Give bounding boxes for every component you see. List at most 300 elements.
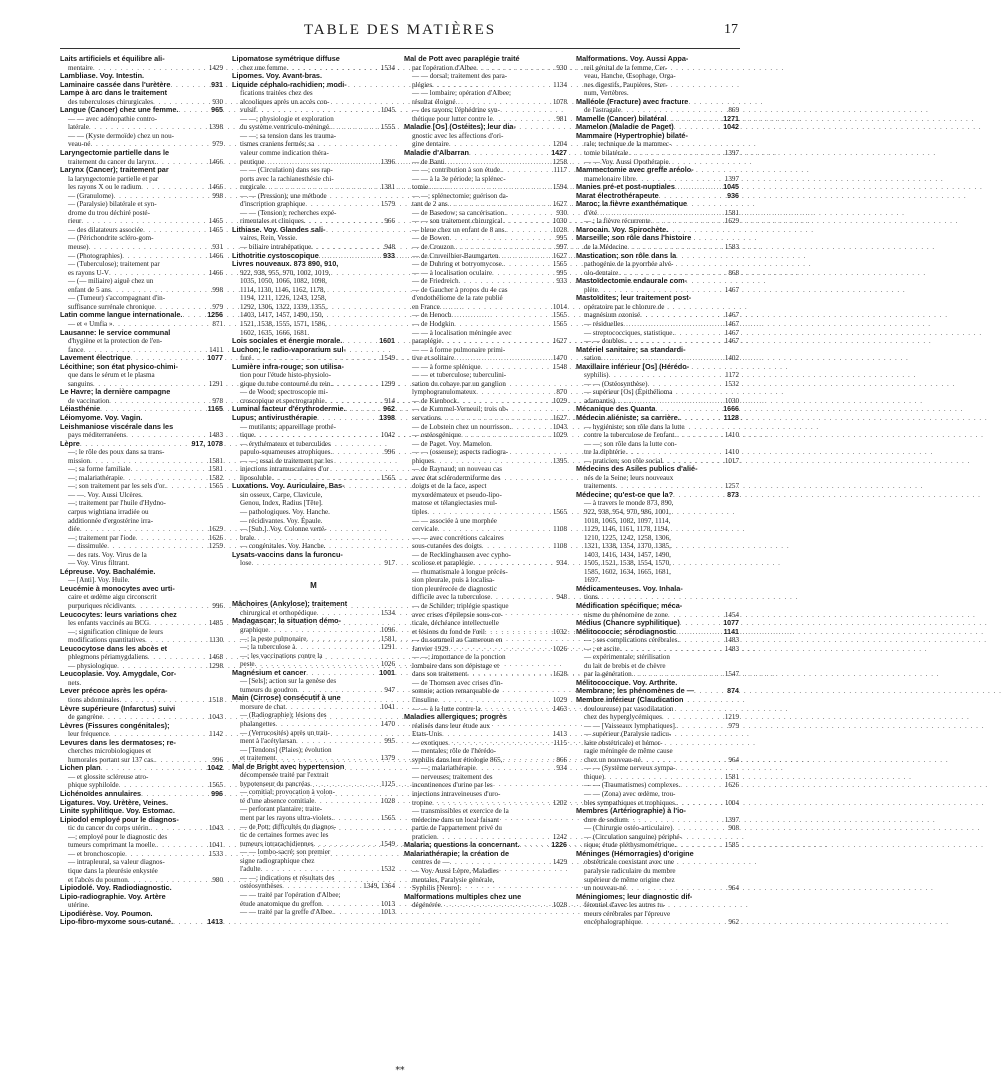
index-entry-continuation <box>404 132 567 141</box>
index-entry <box>576 414 739 423</box>
entry-text: — de Paget. Voy. Mamelon. <box>412 439 492 448</box>
entry-text: croscopique et spectrographie <box>240 396 325 405</box>
index-subentry <box>404 89 567 98</box>
index-subentry <box>60 534 223 543</box>
entry-text: Lampe à arc dans le traitement <box>60 88 168 98</box>
index-subentry <box>404 431 567 440</box>
entry-text: rurgicale <box>240 183 266 192</box>
entry-text: partie de l'appartement privé du <box>412 824 502 833</box>
entry-text: Lipomatose symétrique diffuse <box>232 54 340 63</box>
dot-leader <box>178 106 205 115</box>
entry-text: — des dilatateurs associée <box>68 225 144 234</box>
page-ref: 998 <box>212 191 223 200</box>
page-ref: 1627 <box>552 337 567 346</box>
entry-text: Leucocytes: leurs variations chez <box>60 609 177 619</box>
dot-leader <box>331 123 377 132</box>
index-entry <box>232 763 395 772</box>
index-entry-continuation <box>576 756 739 765</box>
entry-text: résultat éloigné <box>412 97 456 106</box>
dot-leader <box>506 209 549 218</box>
header-rule <box>60 48 740 49</box>
dot-leader <box>254 431 377 440</box>
entry-text: magnésium ozonisé <box>584 311 641 320</box>
index-subentry <box>404 448 567 457</box>
entry-text: — — à forme pulmonaire primi- <box>412 345 506 354</box>
index-entry-continuation <box>404 696 567 705</box>
dot-leader <box>680 619 721 628</box>
index-entry-continuation <box>232 814 395 823</box>
index-subentry <box>232 805 395 814</box>
entry-text: lombaire dans son dépistage et <box>412 661 500 670</box>
page-ref: 980 <box>212 875 223 884</box>
index-entry <box>576 252 739 261</box>
index-entry-continuation <box>232 303 395 312</box>
page-ref: 962 <box>383 405 395 414</box>
entry-text: — [Sub.]. Voy. Colonne verté- <box>240 525 327 534</box>
page-ref: 1629 <box>208 525 223 534</box>
entry-text: — de Schilder; triplégie spastique <box>412 602 509 610</box>
entry-text: Mammectomie avec greffe aréolo- <box>576 165 694 175</box>
index-entry-continuation <box>60 593 223 602</box>
entry-text: — — [Vaisseaux lymphatiques]. <box>584 721 677 730</box>
entry-text: traitement du cancer du larynx. <box>68 157 157 166</box>
dot-leader <box>520 841 549 850</box>
entry-text: gique du tube contourné du rein. <box>240 379 333 388</box>
index-subentry <box>404 397 567 406</box>
entry-text: Malformations. Voy. Aussi Appa- <box>576 54 689 63</box>
entry-text: Leucoplasie. Voy. Amygdale, Cor- <box>60 669 177 679</box>
index-entry-continuation <box>60 123 223 132</box>
entry-text: Méninges (Hémorragies) d'origine <box>576 848 694 858</box>
index-entry-continuation <box>60 619 223 628</box>
index-entry <box>60 55 223 64</box>
entry-text: de gangrène <box>68 713 103 722</box>
entry-text: num, Vertèbres. <box>584 89 629 98</box>
page-ref: 1579 <box>380 200 395 209</box>
entry-text: Ligatures. Voy. Urètère, Veines. <box>60 797 169 807</box>
entry-text: rieur <box>68 217 82 226</box>
entry-text: Lavement électrique <box>60 353 131 363</box>
entry-text: Lèpre <box>60 438 80 448</box>
page-ref: 870 <box>556 388 567 397</box>
index-entry-continuation <box>232 140 395 149</box>
index-entry-continuation <box>232 797 395 806</box>
page-ref: 1041 <box>208 841 223 850</box>
entry-text: — praticien; son rôle social <box>584 456 663 465</box>
entry-text: Maladies allergiques; progrès <box>404 712 508 722</box>
entry-text: sous-cutanées des doigts <box>412 542 482 551</box>
index-subentry <box>576 653 739 662</box>
index-entry-continuation <box>232 882 395 891</box>
entry-text: Lèvre supérieure (Infarctus) suivi <box>60 703 176 713</box>
index-subentry <box>576 440 739 449</box>
entry-text: praticien <box>412 832 437 841</box>
entry-text: injections intramusculaires d'or <box>240 465 329 474</box>
page-ref: 996 <box>384 448 395 457</box>
index-entry-continuation <box>60 431 223 440</box>
index-subentry <box>404 636 567 645</box>
page-ref: 995 <box>556 268 567 277</box>
index-entry-continuation <box>404 474 567 483</box>
entry-text: et lésions du fond de l'œil <box>412 627 485 636</box>
entry-text: — de Friedreich <box>412 277 459 286</box>
page-ref: 1533 <box>208 849 223 858</box>
page-ref: 1585 <box>724 841 739 850</box>
entry-text: chez des hyperglycémiques <box>584 713 662 722</box>
entry-text: tions. <box>584 593 600 602</box>
page-ref: 1017 <box>724 456 739 465</box>
index-subentry <box>404 679 567 688</box>
index-entry-continuation <box>404 645 567 654</box>
dot-leader <box>442 337 549 346</box>
entry-text: — récidivantes. Voy. Épaule. <box>240 516 323 525</box>
entry-text: — — avec concrétions calcaires <box>412 533 504 542</box>
index-subentry <box>232 874 395 883</box>
index-entry-continuation <box>576 551 739 560</box>
entry-text: veau-né <box>68 140 91 149</box>
entry-text: — —; contribution à son étude. <box>412 166 502 175</box>
index-subentry <box>404 106 567 115</box>
index-entry-continuation <box>60 243 223 252</box>
index-subentry <box>60 491 223 500</box>
entry-text: — (Paralysie) bilatérale et syn- <box>68 200 157 209</box>
index-subentry <box>232 788 395 797</box>
page-ref: 1534 <box>380 608 395 617</box>
page-ref: 995 <box>384 737 395 746</box>
dot-leader <box>680 781 721 790</box>
entry-text: — — (Zona) avec œdème, trou- <box>584 790 676 799</box>
entry-text: — rhumatismale à longue précès- <box>412 567 508 576</box>
entry-text: mission <box>68 456 91 465</box>
entry-text: olo-dentaire <box>584 268 619 277</box>
page-ref: 1627 <box>552 200 567 209</box>
index-entry <box>60 705 223 714</box>
page-ref: 1045 <box>723 183 739 192</box>
index-entry <box>60 918 223 927</box>
page-ref: 1108 <box>553 542 567 551</box>
index-entry-continuation <box>232 286 395 295</box>
entry-text: Lécithine; son état physico-chimi- <box>60 361 178 371</box>
entry-text: — — son traitement chirurgical <box>412 217 503 226</box>
page-ref: 1467 <box>724 311 739 320</box>
entry-text: — — (Traumatismes) complexes. <box>584 781 681 790</box>
page-ref: 917 <box>384 559 395 568</box>
page-header <box>0 22 800 46</box>
page-ref: 1045 <box>380 106 395 115</box>
dot-leader <box>662 713 721 722</box>
entry-text: — de Henoch <box>412 311 452 320</box>
index-subentry <box>60 200 223 209</box>
page-ref: 1547 <box>724 670 739 679</box>
entry-text: carpus wightiana irradiée ou <box>68 507 149 516</box>
entry-text: — — à la 3e période; la splénec- <box>412 174 506 183</box>
dot-leader <box>101 764 205 773</box>
entry-text: d'endothéliome de la rate publié <box>412 294 503 303</box>
entry-text: ports avec la rachianesthésie chi- <box>240 174 334 183</box>
index-entry-continuation <box>576 713 739 722</box>
page-ref: 1117 <box>553 166 567 175</box>
index-entry-continuation <box>404 858 567 867</box>
entry-text: — (Tuberculose); traitement par <box>68 260 160 269</box>
entry-text: — — à la lutte contre la <box>412 704 481 713</box>
entry-text: ticale, déchéance intellectuelle <box>412 619 499 628</box>
entry-text: —; sa forme familiale <box>68 465 131 474</box>
dot-leader <box>492 269 549 278</box>
index-entry-continuation <box>576 303 739 312</box>
entry-text: — de Crouzon <box>412 243 454 252</box>
entry-text: tic du cancer du corps utérin. <box>68 824 151 833</box>
dot-leader <box>334 908 377 917</box>
dot-leader <box>107 542 205 551</box>
index-subentry <box>404 739 567 748</box>
index-entry <box>60 311 223 320</box>
index-subentry <box>576 722 739 731</box>
index-subentry <box>232 643 395 652</box>
entry-text: Mâchoires (Ankylose); traitement <box>232 599 348 609</box>
entry-text: pathogénie de la pyorrhée alvé- <box>584 260 674 269</box>
entry-text: Médecin aliéniste; sa carrière. <box>576 412 680 422</box>
index-subentry <box>404 867 567 876</box>
entry-text: —; traitement par l'iode <box>68 533 136 542</box>
index-entry-continuation <box>576 140 739 149</box>
index-subentry <box>404 363 567 372</box>
index-entry-continuation <box>576 910 739 919</box>
page-ref: 1396 <box>380 157 395 166</box>
index-entry <box>576 585 739 594</box>
page-ref: 948 <box>556 593 567 602</box>
entry-text: papulo-squameuses atrophiques. <box>240 448 333 457</box>
entry-text: 1403, 1416, 1434, 1457, 1490, <box>584 550 671 559</box>
entry-text: dure de sodium <box>584 815 628 824</box>
entry-text: tropine <box>412 798 433 807</box>
page-ref: 1029 <box>552 431 567 440</box>
entry-text: Mammaire (Hypertrophie) bilaté- <box>576 130 688 140</box>
dot-leader <box>673 824 721 833</box>
entry-text: —; la peste pulmonaire <box>240 634 307 643</box>
entry-text: un nouveau-né <box>584 884 626 893</box>
dot-leader <box>261 865 377 874</box>
entry-text: Malariathérapie; la création de <box>404 848 510 858</box>
dot-leader <box>268 626 377 635</box>
dot-leader <box>80 525 205 534</box>
entry-text: Mamelon (Maladie de Paget) <box>576 122 674 132</box>
entry-text: tomie bilatérale <box>584 149 629 158</box>
entry-text: — des rats. Voy. Virus de la <box>68 550 147 559</box>
index-entry <box>404 850 567 859</box>
entry-text: Marat électrothérapeute <box>576 190 659 200</box>
index-entry <box>232 482 395 491</box>
dot-leader <box>438 696 549 705</box>
page-ref: 1042 <box>207 764 223 773</box>
page-ref: 1411 <box>209 345 223 354</box>
index-entry <box>60 363 223 372</box>
entry-text: liposoluble <box>240 473 272 482</box>
page-ref: 1026 <box>552 644 567 653</box>
index-entry <box>232 81 395 90</box>
entry-text: Leucémie à monocytes avec urti- <box>60 583 175 593</box>
dot-leader <box>428 183 549 192</box>
index-subentry <box>60 252 223 261</box>
entry-text: — — traité par l'opération d'Albee; <box>240 890 341 899</box>
entry-text: — (Verrucosités) après un trait- <box>240 728 330 737</box>
page-ref: 930 <box>556 208 567 217</box>
entry-text: Syphilis [Neuro]. <box>412 884 462 893</box>
entry-text: Mal de Pott avec paraplégie traité <box>404 54 520 63</box>
index-subentry <box>576 790 739 799</box>
index-entry-continuation <box>232 857 395 866</box>
index-entry-continuation <box>576 474 739 483</box>
index-entry-continuation <box>404 380 567 389</box>
dot-leader <box>677 722 721 731</box>
dot-leader <box>265 183 377 192</box>
index-entry-continuation <box>404 183 567 192</box>
entry-text: injections intraveineuses d'uro- <box>412 790 501 799</box>
entry-text: — —; indications et résultats des <box>240 873 335 882</box>
entry-text: — de Duhring et botryomycose. <box>412 260 504 269</box>
entry-text: Lipio-radiographie. Voy. Artère <box>60 891 166 901</box>
index-entry-continuation <box>576 858 739 867</box>
entry-text: alcooliques après un accès con- <box>240 97 330 106</box>
index-entry-continuation <box>576 747 739 756</box>
page-ref: 1483 <box>208 431 223 440</box>
index-entry-continuation <box>404 414 567 423</box>
dot-leader <box>314 797 377 806</box>
dot-leader <box>311 243 377 252</box>
entry-text: — à travers le monde 873, 890, <box>584 499 674 508</box>
index-entry <box>576 55 739 64</box>
index-entry-continuation <box>404 337 567 346</box>
entry-text: tismes craniens fermés; sa <box>240 140 315 149</box>
index-subentry <box>404 72 567 81</box>
entry-text: chirurgical et orthopédique <box>240 608 317 617</box>
entry-text: 1194, 1211, 1226, 1243, 1258, <box>240 294 327 303</box>
page-ref: 1666 <box>723 405 739 414</box>
page-ref: 1202 <box>552 798 567 807</box>
entry-text: étude anatomique du greffon <box>240 899 322 908</box>
entry-text: meuse) <box>68 243 89 252</box>
page-ref: 1298 <box>208 661 223 670</box>
entry-text: — Voy. Virus filtrant. <box>68 559 130 568</box>
index-entry-continuation <box>232 149 395 158</box>
index-entry-continuation <box>404 619 567 628</box>
index-entry <box>60 149 223 158</box>
entry-text: — exotiques <box>412 738 449 747</box>
entry-text: nisme du phénomène de zone <box>584 610 668 619</box>
index-subentry <box>232 209 395 218</box>
entry-text: plète <box>584 285 598 294</box>
index-entry <box>576 294 739 303</box>
page-ref: 1454 <box>724 610 739 619</box>
index-entry <box>232 260 395 269</box>
index-entry-continuation <box>576 72 739 81</box>
page-ref: 1467 <box>724 285 739 294</box>
dot-leader <box>490 593 549 602</box>
page-ref: 1043 <box>552 422 567 431</box>
index-entry-continuation <box>404 303 567 312</box>
index-entry-continuation <box>232 499 395 508</box>
entry-text: — — dorsal; traitement des para- <box>412 72 508 81</box>
entry-text: — de Thomsen avec crises d'in- <box>412 678 503 687</box>
index-entry-continuation <box>576 542 739 551</box>
page-ref: 866 <box>556 755 567 764</box>
dot-leader <box>628 149 721 158</box>
index-subentry <box>232 652 395 661</box>
entry-text: — [Sels]; action sur la genèse des <box>240 677 337 686</box>
index-entry-continuation <box>576 64 739 73</box>
dot-leader <box>166 482 205 491</box>
dot-leader <box>109 397 205 406</box>
entry-text: — ; et ascite <box>584 644 620 653</box>
index-entry-continuation <box>404 670 567 679</box>
entry-text: — de Basedow; sa cancérisation. <box>412 208 506 217</box>
index-entry-continuation <box>404 901 567 910</box>
entry-text: chez un nouveau-né <box>584 755 641 764</box>
index-entry-continuation <box>404 457 567 466</box>
page-ref: 1518 <box>208 696 223 705</box>
entry-text: gine dentaire <box>412 140 449 149</box>
page-ref: 1581 <box>208 465 223 474</box>
entry-text: de vaccination <box>68 396 110 405</box>
page-ref: 1013 <box>380 899 395 908</box>
page-ref: 1204 <box>552 140 567 149</box>
dot-leader <box>485 628 549 637</box>
entry-text: Mélitococcie; sérodiagnostic <box>576 626 677 636</box>
dot-leader <box>434 457 549 466</box>
index-entry-continuation <box>232 294 395 303</box>
index-subentry <box>232 457 395 466</box>
entry-text: Malaria; questions la concernant. <box>404 840 520 850</box>
index-entry <box>232 414 395 423</box>
entry-text: tumeurs du goudron <box>240 685 298 694</box>
page-ref: 1555 <box>380 123 395 132</box>
entry-text: sion pleurale, puis à localisa- <box>412 576 495 585</box>
index-subentry <box>404 534 567 543</box>
entry-text: Malformations multiples chez une <box>404 891 522 901</box>
page-ref: 930 <box>556 63 567 72</box>
entry-text: — de Banti <box>412 157 445 166</box>
entry-text: dégénérée <box>412 901 441 910</box>
index-subentry <box>404 277 567 286</box>
entry-text: Membrane; les phénomènes de — <box>576 686 694 696</box>
entry-text: 1403, 1417, 1457, 1490, 150, <box>240 311 324 320</box>
index-entry-continuation <box>232 534 395 543</box>
entry-text: chez une femme <box>240 63 287 72</box>
page-ref: 1429 <box>208 63 223 72</box>
entry-text: la laryngectomie partielle et par <box>68 174 159 183</box>
page-ref: 1470 <box>380 720 395 729</box>
index-entry-continuation <box>232 865 395 874</box>
page-ref: 1030 <box>552 217 567 226</box>
index-subentry <box>232 115 395 124</box>
index-entry <box>232 551 395 560</box>
entry-text: vaires, Rein, Vessie. <box>240 234 298 243</box>
entry-text: phiques <box>412 456 435 465</box>
entry-text: Maladie [Os] (Ostéites); leur dia- <box>404 122 516 132</box>
entry-text: incontinences d'urine par les <box>412 781 493 790</box>
dot-leader <box>476 388 549 397</box>
index-entry-continuation <box>232 431 395 440</box>
index-entry-continuation <box>60 747 223 756</box>
entry-text: — — Voy. Aussi Opothérapie. <box>584 157 671 166</box>
dot-leader <box>141 183 205 192</box>
index-entry-continuation <box>232 123 395 132</box>
index-subentry <box>576 380 739 389</box>
entry-text: obstétricale coexistant avec une <box>584 858 675 867</box>
index-subentry <box>404 653 567 662</box>
page-ref: 871 <box>212 319 223 328</box>
entry-text: — —; importance de la ponction <box>412 653 506 662</box>
entry-text: — mentales; rôle de l'hérédo- <box>412 747 497 756</box>
